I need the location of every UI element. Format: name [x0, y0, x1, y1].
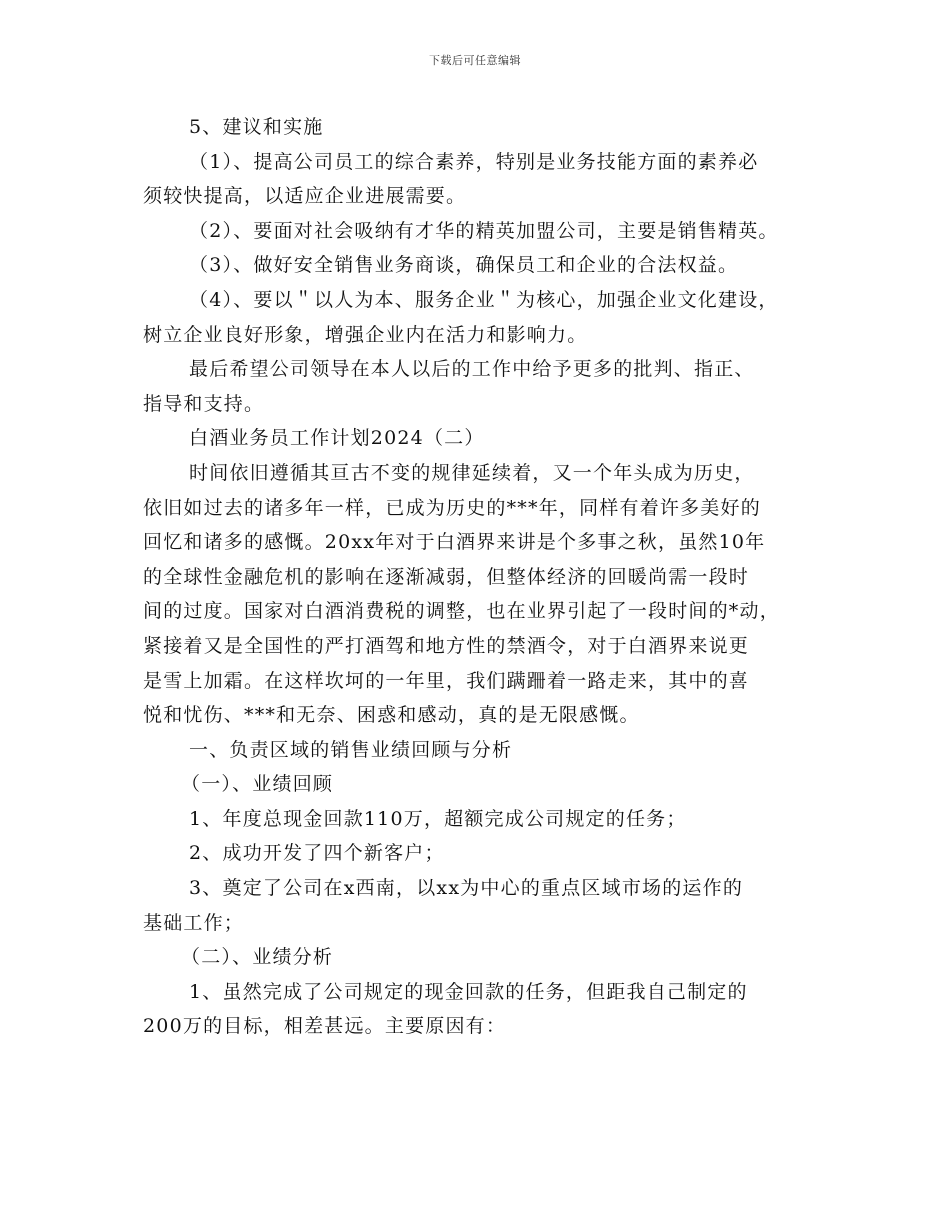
paragraph-line: 时间依旧遵循其亘古不变的规律延续着，又一个年头成为历史， — [189, 461, 755, 484]
paragraph-line: 的全球性金融危机的影响在逐渐减弱，但整体经济的回暖尚需一段时 — [143, 565, 750, 588]
paragraph-line: （4）、要以＂以人为本、服务企业＂为核心，加强企业文化建设， — [189, 288, 779, 311]
page-header: 下载后可任意编辑 — [429, 54, 521, 67]
paragraph-line: 是雪上加霜。在这样坎坷的一年里，我们蹒跚着一路走来，其中的喜 — [143, 669, 750, 692]
paragraph-line: （3）、做好安全销售业务商谈，确保员工和企业的合法权益。 — [189, 254, 739, 277]
subsection-heading: （二）、业绩分析 — [181, 946, 334, 969]
paragraph-line: 须较快提高，以适应企业进展需要。 — [143, 185, 467, 208]
paragraph-line: 悦和忧伤、***和无奈、困惑和感动，真的是无限感慨。 — [143, 704, 640, 727]
list-item: 3、奠定了公司在x西南，以xx为中心的重点区域市场的运作的 — [189, 877, 744, 900]
section-heading-suggestions: 5、建议和实施 — [189, 116, 324, 138]
paragraph-line: 紧接着又是全国性的严打酒驾和地方性的禁酒令，对于白酒界来说更 — [143, 634, 750, 657]
paragraph-line: 间的过度。国家对白酒消费税的调整，也在业界引起了一段时间的*动， — [143, 600, 780, 623]
paragraph-line: 200万的目标，相差甚远。主要原因有： — [143, 1015, 507, 1038]
section-heading: 一、负责区域的销售业绩回顾与分析 — [189, 738, 513, 761]
list-item: 1、虽然完成了公司规定的现金回款的任务，但距我自己制定的 — [189, 980, 748, 1003]
list-item: 1、年度总现金回款110万，超额完成公司规定的任务； — [189, 807, 687, 830]
document-section-title: 白酒业务员工作计划2024（二） — [189, 427, 485, 450]
subsection-heading: （一）、业绩回顾 — [181, 773, 334, 796]
paragraph-line: 基础工作； — [143, 911, 245, 934]
paragraph-line: 依旧如过去的诸多年一样，已成为历史的***年，同样有着许多美好的 — [143, 496, 761, 519]
paragraph-line: （2）、要面对社会吸纳有才华的精英加盟公司，主要是销售精英。 — [189, 219, 779, 242]
paragraph-line: 指导和支持。 — [143, 392, 265, 415]
paragraph-line: 最后希望公司领导在本人以后的工作中给予更多的批判、指正、 — [189, 358, 755, 381]
paragraph-line: 回忆和诸多的感慨。20xx年对于白酒界来讲是个多事之秋，虽然10年 — [143, 531, 766, 554]
document-body — [143, 110, 833, 1044]
paragraph-line: （1）、提高公司员工的综合素养，特别是业务技能方面的素养必 — [189, 150, 759, 173]
list-item: 2、成功开发了四个新客户； — [189, 842, 445, 865]
paragraph-line: 树立企业良好形象，增强企业内在活力和影响力。 — [143, 323, 588, 346]
